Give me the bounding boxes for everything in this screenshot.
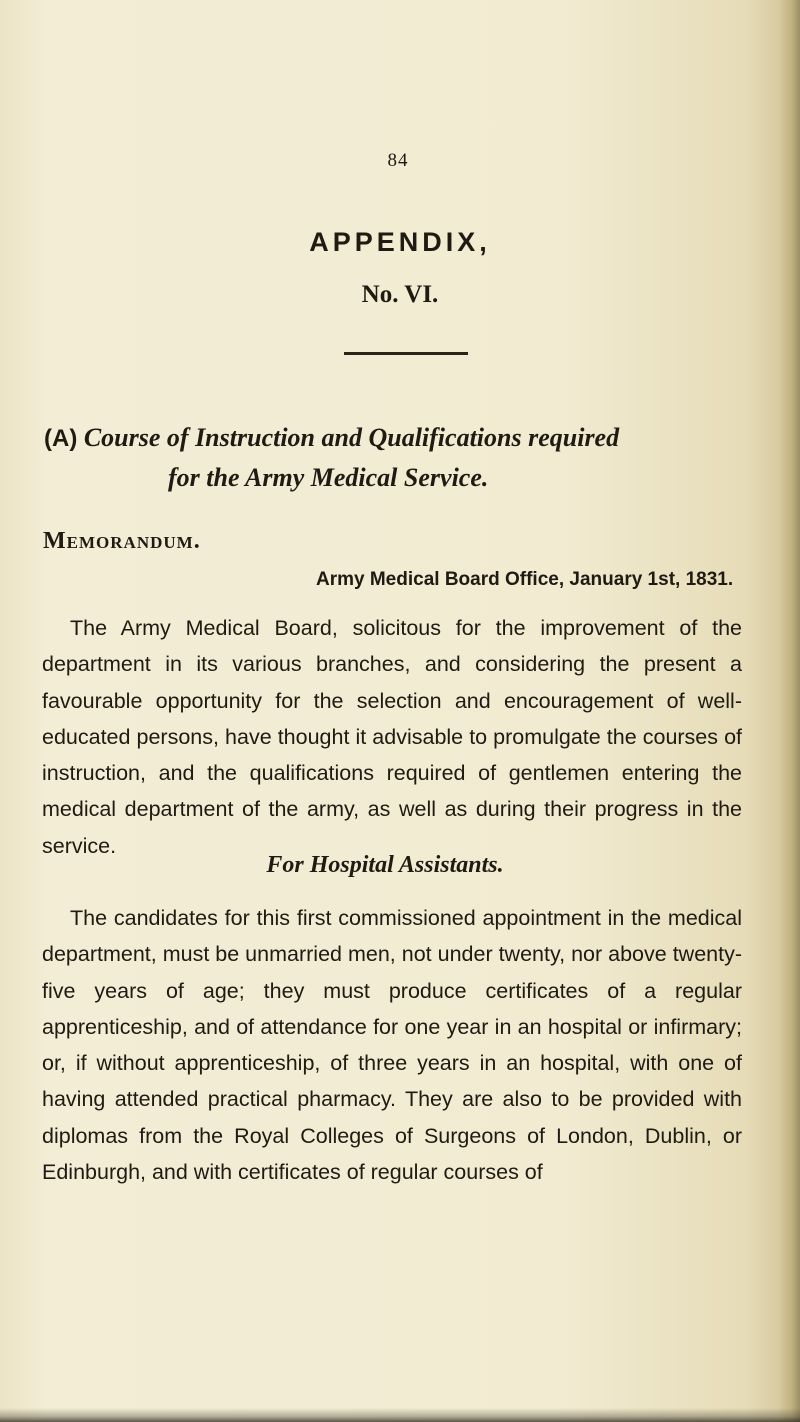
hospital-assistants-heading: For Hospital Assistants. xyxy=(266,852,504,878)
appendix-number: No. VI. xyxy=(361,281,439,308)
section-title-line2: for the Army Medical Service. xyxy=(168,463,489,492)
section-label: (A) xyxy=(44,425,78,452)
hospital-assistants-paragraph: The candidates for this first commissioned appointment in the medical department, must be unmarried men, not under twenty, nor above twenty-five years of age; they must produce certificates of a regular apprenticeship, and of attendance for one year in an hospital or infirmary; or, if without apprenticeship, of three years in an hospital, with one of having attended practical pharmacy. They are also to be provided with diplomas from the Royal Colleges of Surgeons of London, Dublin, or Edinburgh, and with certificates of regular courses of xyxy=(42,906,742,1185)
page-bottom-shadow xyxy=(0,1408,800,1422)
office-dateline: Army Medical Board Office, January 1st, 1831. xyxy=(316,569,734,590)
memorandum-heading: Memorandum. xyxy=(43,528,201,554)
memorandum-paragraph: The Army Medical Board, solicitous for the improvement of the department in its various branches, and considering the present a favourable opportunity for the selection and encouragement of well-educated persons, have thought it advisable to promulgate the courses of instruction, and the qualifications required of gentlemen entering the medical department of the army, as well as during their progress in the service. xyxy=(42,616,742,858)
section-divider xyxy=(344,352,468,355)
page-number: 84 xyxy=(387,150,409,171)
page-edge-shadow xyxy=(778,0,800,1422)
section-title-line1: Course of Instruction and Qualifications required xyxy=(83,423,620,452)
section-title xyxy=(44,418,750,497)
appendix-heading: APPENDIX, xyxy=(309,227,491,257)
